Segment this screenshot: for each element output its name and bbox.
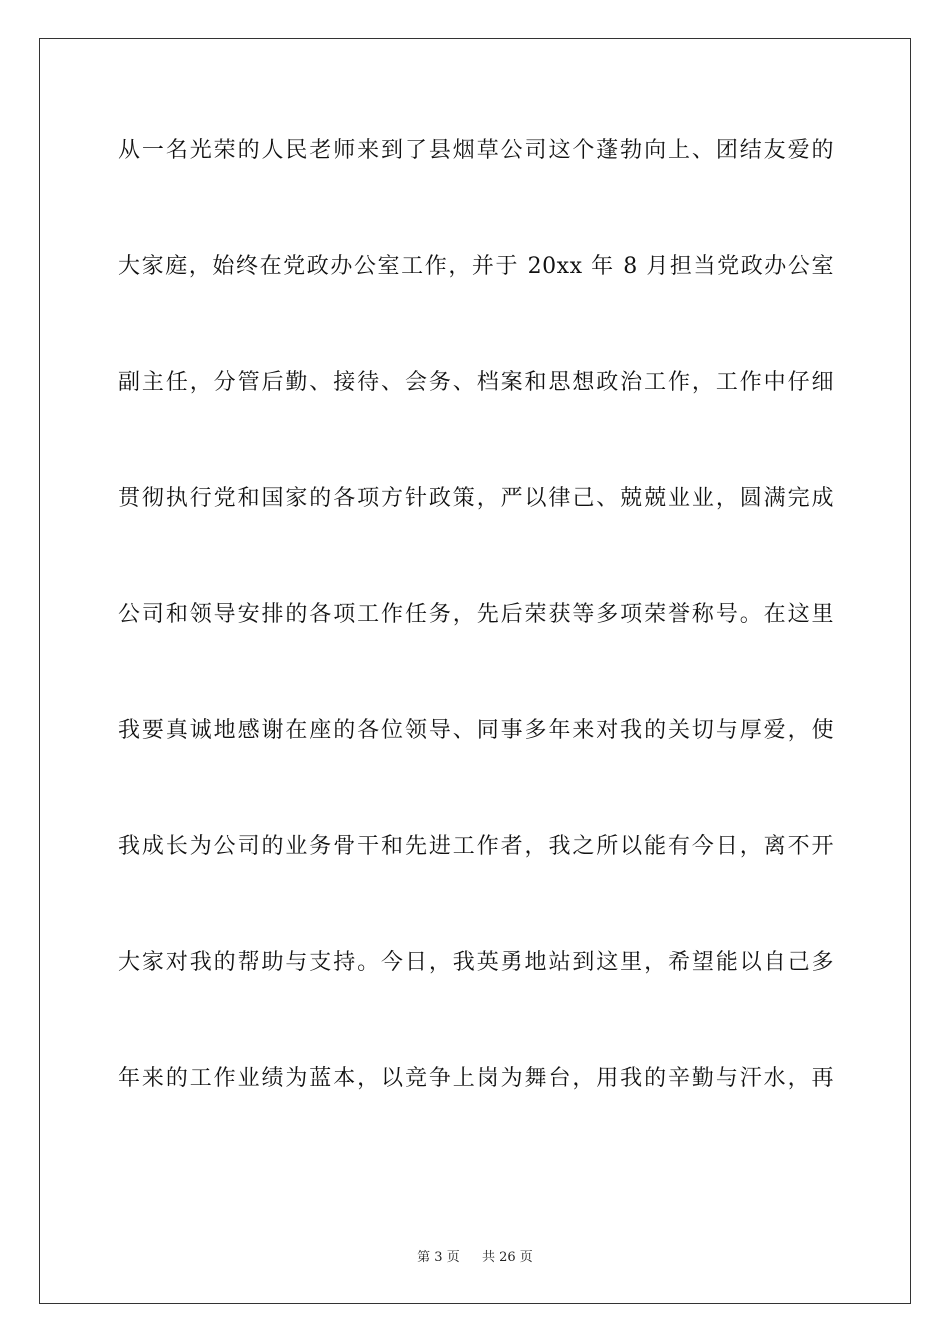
text-line-2: 大家庭，始终在党政办公室工作，并于 20xx 年 8 月担当党政办公室 (118, 254, 834, 279)
text-line-6: 我要真诚地感谢在座的各位领导、同事多年来对我的关切与厚爱，使 (118, 718, 834, 743)
text-line-8: 大家对我的帮助与支持。今日，我英勇地站到这里，希望能以自己多 (118, 950, 834, 975)
text-line-7: 我成长为公司的业务骨干和先进工作者，我之所以能有今日，离不开 (118, 834, 834, 859)
text-line-4: 贯彻执行党和国家的各项方针政策，严以律己、兢兢业业，圆满完成 (118, 486, 834, 511)
text-line-5: 公司和领导安排的各项工作任务，先后荣获等多项荣誉称号。在这里 (118, 602, 834, 627)
text-line-9: 年来的工作业绩为蓝本，以竞争上岗为舞台，用我的辛勤与汗水，再 (118, 1066, 834, 1091)
page-footer (0, 1246, 950, 1265)
body-text (118, 128, 834, 1172)
text-line-3: 副主任，分管后勤、接待、会务、档案和思想政治工作，工作中仔细 (118, 370, 834, 395)
page-total: 共 26 页 (482, 1250, 533, 1265)
page-number: 第 3 页 (417, 1250, 460, 1265)
text-line-1: 从一名光荣的人民老师来到了县烟草公司这个蓬勃向上、团结友爱的 (118, 138, 834, 163)
